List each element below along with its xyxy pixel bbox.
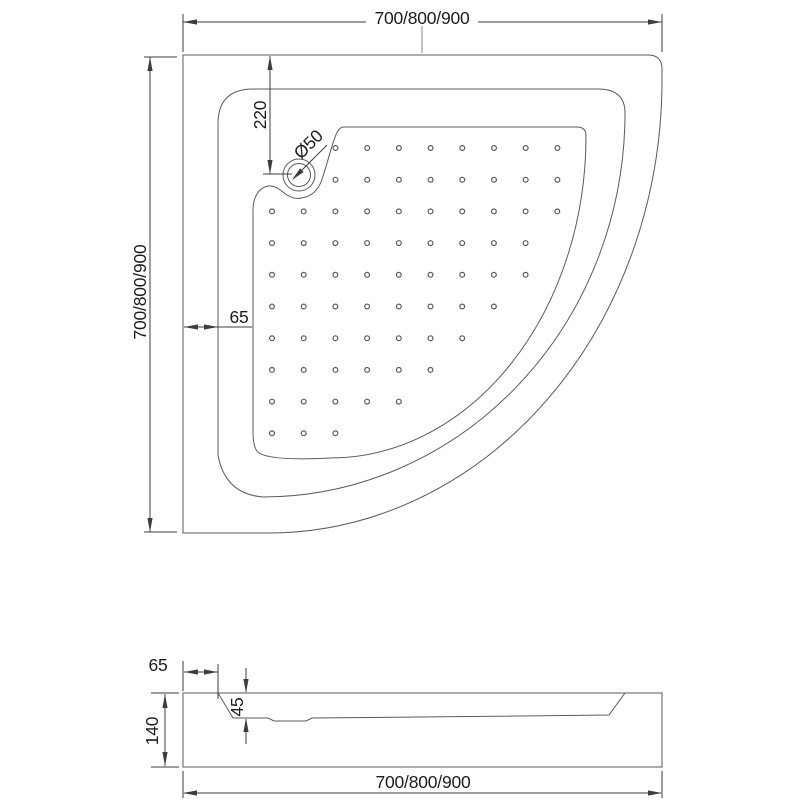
- anti-slip-dot: [396, 304, 401, 309]
- anti-slip-dot: [333, 272, 338, 277]
- dimension-section-rim: [148, 655, 218, 699]
- anti-slip-dot-pattern: [270, 146, 560, 436]
- anti-slip-dot: [428, 336, 433, 341]
- anti-slip-dot: [365, 272, 370, 277]
- arrowhead-down: [162, 752, 167, 766]
- arrowhead-up: [267, 56, 272, 70]
- dimension-top-width: [183, 8, 662, 53]
- anti-slip-dot: [270, 209, 275, 214]
- section-rim-label: 65: [148, 655, 168, 675]
- anti-slip-dot: [460, 177, 465, 182]
- anti-slip-dot: [365, 241, 370, 246]
- anti-slip-dot: [301, 368, 306, 373]
- dimension-drain-offset: [250, 56, 292, 174]
- anti-slip-dot: [333, 209, 338, 214]
- drain-diameter-label: Ø50: [289, 125, 327, 163]
- anti-slip-dot: [301, 272, 306, 277]
- anti-slip-dot: [396, 399, 401, 404]
- dimension-drain-diameter: [290, 125, 327, 180]
- anti-slip-dot: [460, 146, 465, 151]
- arrowhead-down: [147, 518, 152, 532]
- anti-slip-dot: [301, 209, 306, 214]
- anti-slip-dot: [270, 368, 275, 373]
- anti-slip-dot: [396, 241, 401, 246]
- anti-slip-dot: [365, 177, 370, 182]
- arrowhead-up: [162, 694, 167, 708]
- arrowhead-right: [204, 324, 218, 329]
- anti-slip-dot: [492, 146, 497, 151]
- anti-slip-dot: [492, 304, 497, 309]
- section-basin-profile: [218, 693, 625, 721]
- anti-slip-dot: [492, 209, 497, 214]
- drain-offset-label: 220: [250, 100, 270, 130]
- anti-slip-dot: [333, 241, 338, 246]
- arrowhead-right: [204, 669, 218, 674]
- arrowhead-right: [648, 19, 662, 24]
- left-height-label: 700/800/900: [130, 244, 150, 340]
- tray-rim-outline: [218, 89, 625, 497]
- anti-slip-dot: [301, 431, 306, 436]
- anti-slip-dot: [333, 399, 338, 404]
- anti-slip-dot: [365, 336, 370, 341]
- anti-slip-dot: [523, 241, 528, 246]
- dimension-left-height: [130, 57, 177, 532]
- section-height-label: 140: [142, 716, 162, 746]
- tray-floor-outline: [253, 127, 586, 459]
- anti-slip-dot: [365, 399, 370, 404]
- anti-slip-dot: [333, 177, 338, 182]
- anti-slip-dot: [396, 272, 401, 277]
- anti-slip-dot: [428, 146, 433, 151]
- arrowhead-up: [243, 718, 248, 732]
- rim-width-label: 65: [229, 307, 249, 327]
- anti-slip-dot: [460, 209, 465, 214]
- anti-slip-dot: [460, 336, 465, 341]
- anti-slip-dot: [301, 336, 306, 341]
- anti-slip-dot: [365, 368, 370, 373]
- anti-slip-dot: [397, 146, 402, 151]
- anti-slip-dot: [270, 304, 275, 309]
- anti-slip-dot: [301, 304, 306, 309]
- anti-slip-dot: [492, 241, 497, 246]
- anti-slip-dot: [301, 399, 306, 404]
- anti-slip-dot: [270, 272, 275, 277]
- anti-slip-dot: [523, 272, 528, 277]
- anti-slip-dot: [301, 241, 306, 246]
- dimension-section-width: [183, 771, 662, 798]
- anti-slip-dot: [333, 146, 338, 151]
- anti-slip-dot: [555, 146, 560, 151]
- anti-slip-dot: [428, 209, 433, 214]
- anti-slip-dot: [428, 272, 433, 277]
- arrowhead-down: [243, 679, 248, 693]
- arrowhead-up: [147, 57, 152, 71]
- anti-slip-dot: [428, 304, 433, 309]
- anti-slip-dot: [492, 272, 497, 277]
- dimension-basin-depth: [227, 668, 249, 744]
- anti-slip-dot: [460, 304, 465, 309]
- arrowhead-left: [184, 324, 198, 329]
- anti-slip-dot: [365, 209, 370, 214]
- section-view: [142, 655, 662, 798]
- anti-slip-dot: [333, 336, 338, 341]
- anti-slip-dot: [270, 399, 275, 404]
- section-outer-profile: [183, 693, 662, 767]
- anti-slip-dot: [428, 241, 433, 246]
- anti-slip-dot: [428, 368, 433, 373]
- anti-slip-dot: [396, 368, 401, 373]
- anti-slip-dot: [396, 336, 401, 341]
- anti-slip-dot: [397, 177, 402, 182]
- anti-slip-dot: [460, 272, 465, 277]
- arrowhead-left: [183, 790, 197, 795]
- anti-slip-dot: [270, 241, 275, 246]
- basin-depth-label: 45: [227, 697, 247, 717]
- anti-slip-dot: [428, 177, 433, 182]
- anti-slip-dot: [270, 431, 275, 436]
- anti-slip-dot: [492, 177, 497, 182]
- arrowhead-right: [648, 790, 662, 795]
- anti-slip-dot: [270, 336, 275, 341]
- arrowhead-down: [267, 160, 272, 174]
- arrowhead-left: [183, 19, 197, 24]
- anti-slip-dot: [333, 431, 338, 436]
- anti-slip-dot: [555, 209, 560, 214]
- anti-slip-dot: [460, 241, 465, 246]
- anti-slip-dot: [396, 209, 401, 214]
- anti-slip-dot: [333, 368, 338, 373]
- top-width-label: 700/800/900: [374, 8, 470, 28]
- dimension-section-height: [142, 693, 179, 767]
- anti-slip-dot: [555, 177, 560, 182]
- section-width-label: 700/800/900: [375, 772, 471, 792]
- anti-slip-dot: [365, 146, 370, 151]
- arrowhead-left: [184, 669, 198, 674]
- anti-slip-dot: [523, 177, 528, 182]
- anti-slip-dot: [523, 209, 528, 214]
- anti-slip-dot: [365, 304, 370, 309]
- anti-slip-dot: [333, 304, 338, 309]
- anti-slip-dot: [523, 146, 528, 151]
- top-view: [130, 8, 662, 533]
